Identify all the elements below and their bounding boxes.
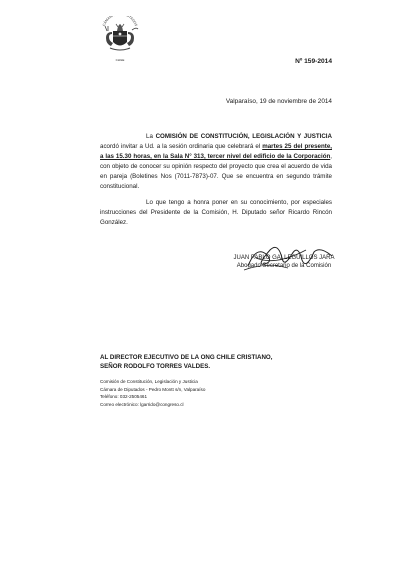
footer-line-4: Correo electrónico: lgarrido@congreso.cl xyxy=(100,401,184,407)
letter-body xyxy=(100,132,332,234)
footer-line-3: Teléfono: 032-2505461 xyxy=(100,394,147,400)
body-text-a: acordó invitar a Ud. a la sesión ordinaria que celebrará el xyxy=(100,143,261,150)
footer-line-1: Comisión de Constitución, Legislación y Justicia xyxy=(100,379,198,384)
body-paragraph-2 xyxy=(100,198,332,228)
coat-of-arms-icon xyxy=(96,16,144,62)
footer-line-2: Cámara de Diputados - Pedro Montt s/n, Valparaíso xyxy=(100,386,206,392)
contact-footer xyxy=(100,378,205,408)
crest-arc-text: CÁMAR TADOS xyxy=(101,16,139,27)
body-paragraph-1 xyxy=(100,132,332,192)
chamber-crest xyxy=(96,16,144,62)
signer-name: JUAN PABLO GALLEGUILLOS JARA xyxy=(233,255,335,261)
addressee xyxy=(100,354,272,371)
commission-name: COMISIÓN DE CONSTITUCIÓN, LEGISLACIÓN Y JUSTICIA xyxy=(155,133,332,140)
letter-number: Nº 159-2014 xyxy=(295,58,332,65)
session-details: martes 25 del presente, a las 15.30 horas, en la Sala N° 313, tercer nivel del edificio de la Corporación xyxy=(100,143,332,160)
body-text-b: , con objeto de conocer su opinión respecto del proyecto que crea el acuerdo de vida en pareja (Boletines Nos (7011-7873)-07. Que se encuentra en segundo trámite constitucional. xyxy=(100,153,332,190)
addressee-line-2: SEÑOR RODOLFO TORRES VALDES. xyxy=(100,362,211,370)
body-text-p2: Lo que tengo a honra poner en su conocimiento, por especiales instrucciones del Presidente de la Comisión, H. Diputado señor Ricardo Rincón González. xyxy=(100,199,332,226)
signature-block xyxy=(230,254,338,270)
body-intro: La xyxy=(146,133,153,140)
crest-caption: CHILE xyxy=(115,58,125,62)
date-line: Valparaíso, 19 de noviembre de 2014 xyxy=(225,98,332,105)
signer-role: Abogado Secretario de la Comisión xyxy=(236,263,332,269)
addressee-line-1: AL DIRECTOR EJECUTIVO DE LA ONG CHILE CRISTIANO, xyxy=(100,354,273,361)
